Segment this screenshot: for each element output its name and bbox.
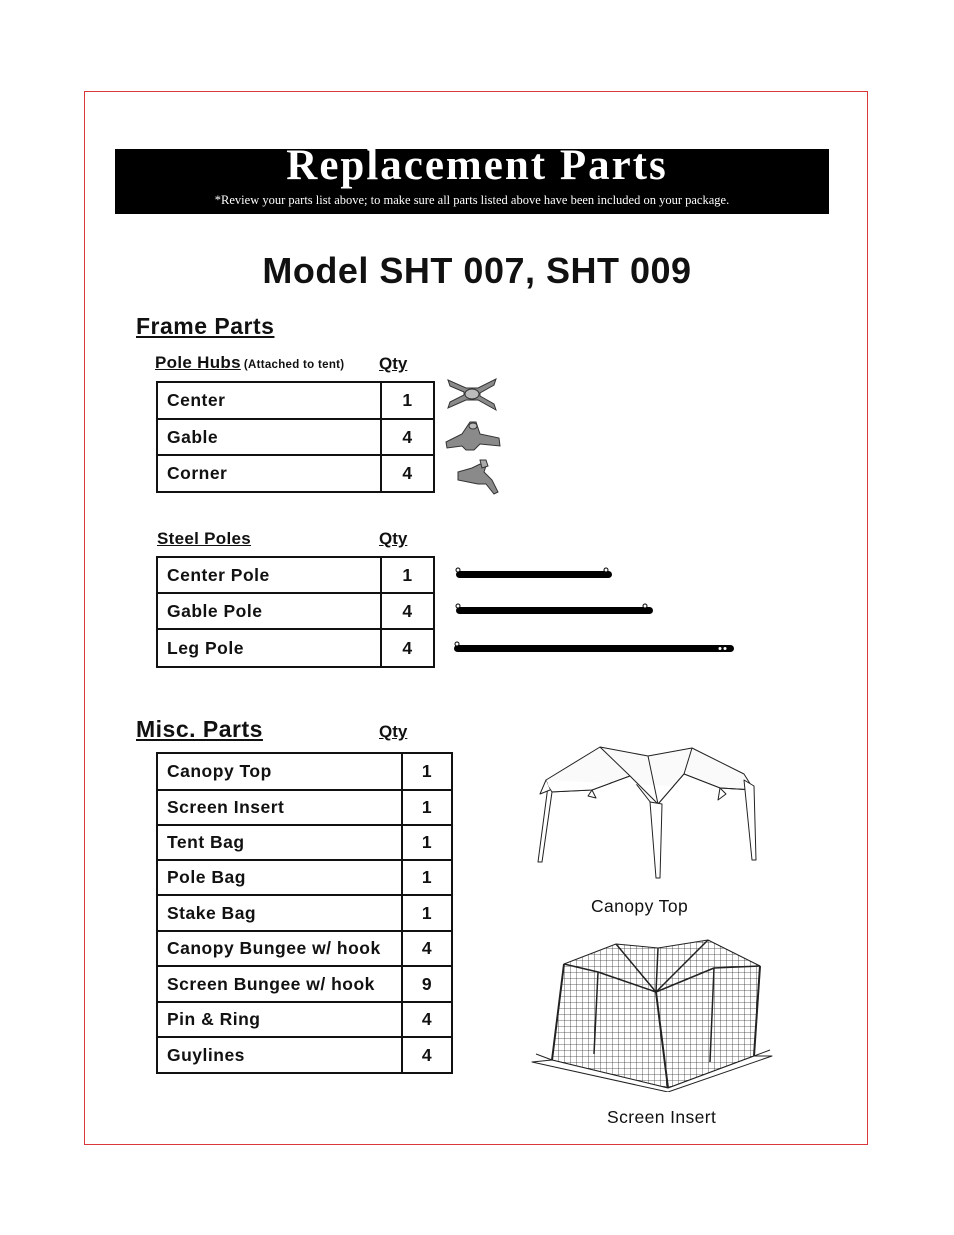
pole-hubs-title: Pole Hubs bbox=[155, 353, 241, 372]
leg-pole-icon bbox=[450, 640, 738, 656]
part-name: Gable bbox=[157, 419, 381, 455]
table-row bbox=[157, 753, 452, 790]
part-qty: 4 bbox=[381, 629, 434, 667]
table-row bbox=[157, 790, 452, 825]
table-row bbox=[157, 931, 452, 966]
part-qty: 4 bbox=[402, 931, 452, 966]
part-name: Leg Pole bbox=[157, 629, 381, 667]
table-row bbox=[157, 629, 434, 667]
part-qty: 1 bbox=[402, 790, 452, 825]
header-note: *Review your parts list above; to make sure all parts listed above have been included on your package. bbox=[214, 193, 730, 207]
corner-hub-icon bbox=[454, 458, 502, 498]
part-name: Center bbox=[157, 382, 381, 419]
screen-insert-caption: Screen Insert bbox=[607, 1107, 717, 1127]
part-name: Pin & Ring bbox=[157, 1002, 402, 1037]
part-name: Gable Pole bbox=[157, 593, 381, 629]
pole-hubs-qty-heading: Qty bbox=[379, 354, 408, 373]
part-name: Canopy Top bbox=[157, 753, 402, 790]
part-name: Screen Insert bbox=[157, 790, 402, 825]
part-qty: 1 bbox=[402, 753, 452, 790]
part-name: Stake Bag bbox=[157, 895, 402, 931]
table-row bbox=[157, 860, 452, 895]
table-row bbox=[157, 557, 434, 593]
part-qty: 9 bbox=[402, 966, 452, 1002]
steel-poles-table bbox=[156, 556, 435, 668]
part-qty: 4 bbox=[381, 419, 434, 455]
gable-pole-icon bbox=[452, 602, 656, 618]
table-row bbox=[157, 455, 434, 492]
page-title: Replacement Parts bbox=[286, 142, 668, 189]
steel-poles-heading: Steel Poles bbox=[157, 529, 252, 548]
table-row bbox=[157, 593, 434, 629]
table-row bbox=[157, 825, 452, 860]
part-name: Screen Bungee w/ hook bbox=[157, 966, 402, 1002]
frame-parts-heading: Frame Parts bbox=[136, 313, 275, 339]
table-row bbox=[157, 382, 434, 419]
part-qty: 4 bbox=[381, 593, 434, 629]
part-qty: 1 bbox=[381, 557, 434, 593]
table-row bbox=[157, 966, 452, 1002]
center-pole-icon bbox=[452, 566, 616, 582]
part-name: Corner bbox=[157, 455, 381, 492]
part-name: Tent Bag bbox=[157, 825, 402, 860]
part-name: Center Pole bbox=[157, 557, 381, 593]
pole-hubs-table bbox=[156, 381, 435, 493]
pole-hubs-heading bbox=[155, 353, 344, 375]
part-name: Pole Bag bbox=[157, 860, 402, 895]
misc-parts-qty-heading: Qty bbox=[379, 722, 408, 741]
model-title: Model SHT 007, SHT 009 bbox=[262, 250, 692, 291]
misc-parts-heading: Misc. Parts bbox=[136, 716, 263, 742]
part-qty: 1 bbox=[402, 860, 452, 895]
gable-hub-icon bbox=[444, 418, 502, 452]
part-qty: 1 bbox=[402, 895, 452, 931]
pole-hubs-note: (Attached to tent) bbox=[243, 359, 345, 371]
steel-poles-qty-heading: Qty bbox=[379, 529, 408, 548]
misc-parts-table bbox=[156, 752, 453, 1074]
part-qty: 4 bbox=[402, 1037, 452, 1073]
canopy-top-caption: Canopy Top bbox=[591, 896, 689, 916]
part-name: Canopy Bungee w/ hook bbox=[157, 931, 402, 966]
part-qty: 1 bbox=[402, 825, 452, 860]
table-row bbox=[157, 419, 434, 455]
table-row bbox=[157, 1002, 452, 1037]
screen-insert-illustration bbox=[528, 936, 774, 1092]
table-row bbox=[157, 895, 452, 931]
canopy-top-illustration bbox=[532, 742, 762, 886]
table-row bbox=[157, 1037, 452, 1073]
center-hub-icon bbox=[444, 374, 500, 414]
part-name: Guylines bbox=[157, 1037, 402, 1073]
part-qty: 4 bbox=[402, 1002, 452, 1037]
part-qty: 4 bbox=[381, 455, 434, 492]
part-qty: 1 bbox=[381, 382, 434, 419]
